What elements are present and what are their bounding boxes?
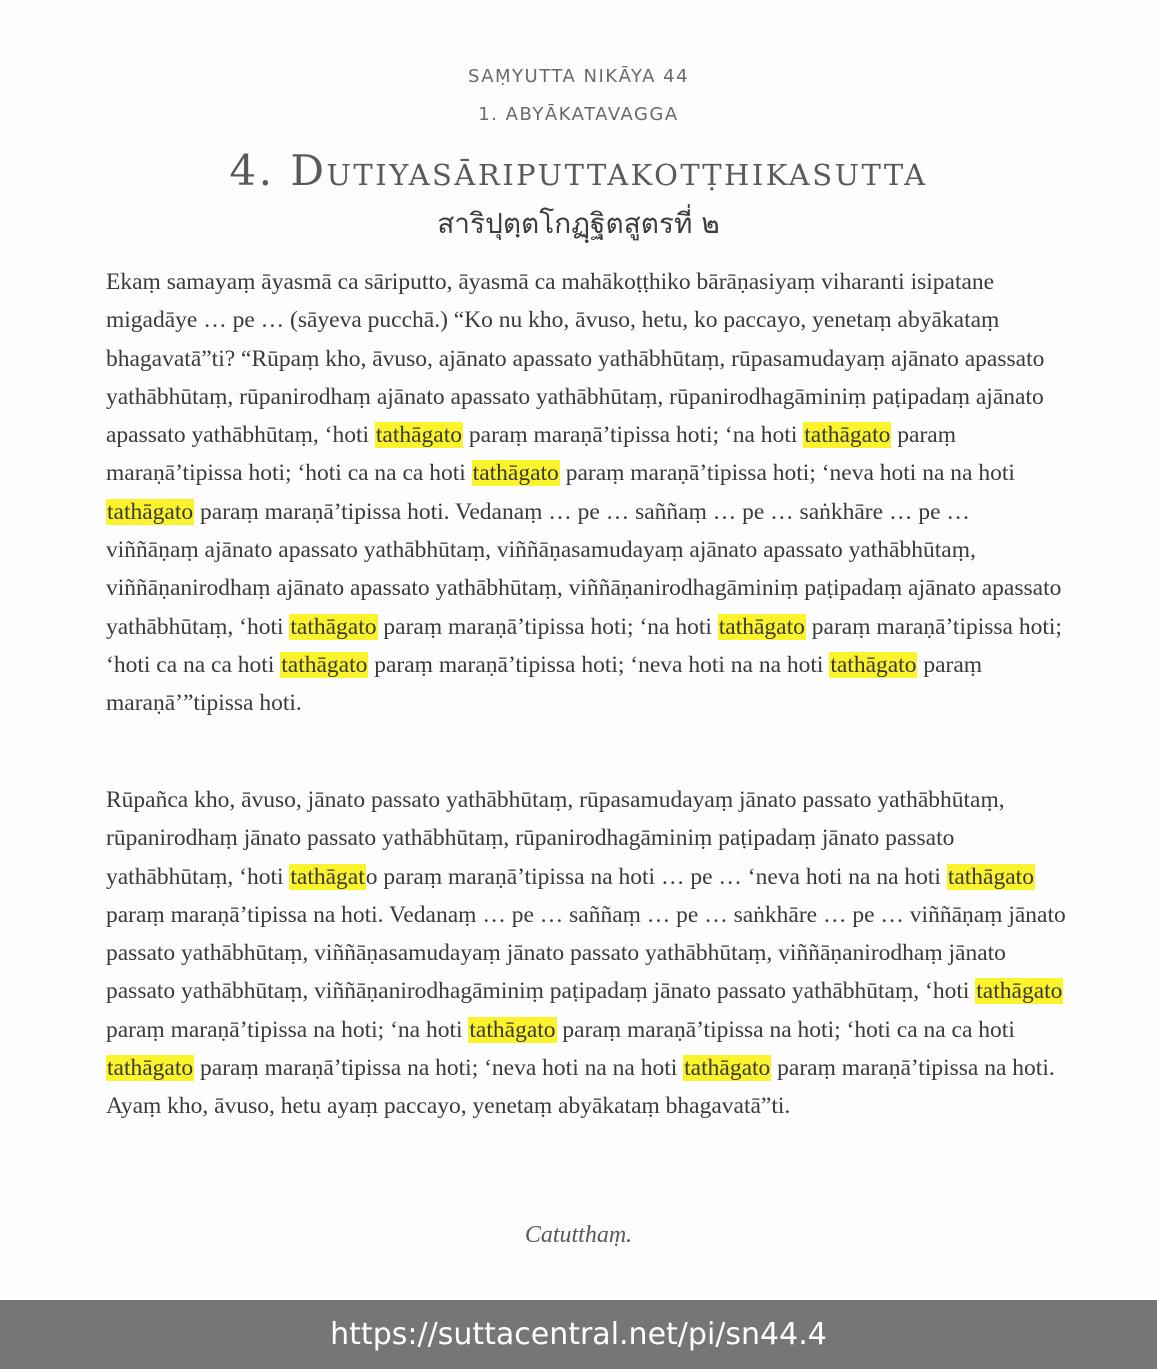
highlighted-term: tathāgato [107, 498, 194, 525]
text-segment: paraṃ maraṇā’tipissa hoti; ‘hoti ca na ca hoti [106, 613, 1062, 678]
highlighted-term: tathāgato [684, 1055, 771, 1082]
text-segment: paraṃ maraṇā’tipissa na hoti. Ayaṃ kho, āvuso, hetu ayaṃ paccayo, yenetaṃ abyākataṃ bhagavatā”ti. [106, 1055, 1055, 1120]
text-segment: paraṃ maraṇā’tipissa hoti; ‘neva hoti na na hoti [559, 460, 1015, 487]
highlighted-term: tathāgato [375, 422, 463, 449]
highlighted-term: tathāgato [804, 422, 891, 449]
text-segment: Ekaṃ samayaṃ āyasmā ca sāriputto, āyasmā ca mahākoṭṭhiko bārāṇasiyaṃ viharanti isipatane migadāye … pe … (sāyeva pucchā.) “Ko nu kho, āvuso, hetu, ko paccayo, yenetaṃ abyākataṃ bhagavatā”ti? “Rūpaṃ kho, āvuso, ajānato apassato yathābhūtaṃ, rūpasamudayaṃ ajānato apassato yathābhūtaṃ, rūpanirodhaṃ ajānato apassato yathābhūtaṃ, rūpanirodhagāminiṃ paṭipadaṃ ajānato apassato yathābhūtaṃ, ‘hoti [106, 269, 1045, 449]
text-segment: paraṃ maraṇā’tipissa na hoti; ‘hoti ca na ca hoti [556, 1016, 1015, 1043]
highlighted-term: tathāgato [718, 613, 805, 640]
vagga-heading: 1. ABYĀKATAVAGGA [478, 104, 679, 125]
text-segment: paraṃ maraṇā’tipissa hoti; ‘na hoti [377, 613, 718, 640]
highlighted-term: tathāgato [107, 1055, 194, 1082]
text-segment: o paraṃ maraṇā’tipissa na hoti … pe … ‘neva hoti na na hoti [365, 863, 947, 890]
highlighted-term: tathāgato [290, 613, 377, 640]
source-url[interactable]: https://suttacentral.net/pi/sn44.4 [0, 1300, 1157, 1369]
text-segment: paraṃ maraṇā’tipissa na hoti; ‘neva hoti na na hoti [194, 1055, 684, 1082]
text-segment: paraṃ maraṇā’tipissa na hoti. Vedanaṃ … pe … saññaṃ … pe … saṅkhāre … pe … viññāṇaṃ jānato passato yathābhūtaṃ, viññāṇasamudayaṃ jānato passato yathābhūtaṃ, viññāṇanirodhaṃ jānato passato yathābhūtaṃ, viññāṇanirodhagāminiṃ paṭipadaṃ jānato passato yathābhūtaṃ, ‘hoti [106, 901, 1066, 1005]
highlighted-term: tathāgato [976, 978, 1063, 1005]
sutta-subtitle-thai: สาริปุตฺตโกฏฺฐิตสูตรที่ ๒ [437, 207, 720, 240]
highlighted-term: tathāgato [281, 651, 368, 678]
text-segment: paraṃ maraṇā’”tipissa hoti. [106, 651, 983, 717]
highlighted-term: tathāgato [469, 1016, 556, 1043]
text-segment: Rūpañca kho, āvuso, jānato passato yathābhūtaṃ, rūpasamudayaṃ jānato passato yathābhūtaṃ, rūpanirodhaṃ jānato passato yathābhūtaṃ, rūpanirodhagāminiṃ paṭipadaṃ jānato passato yathābhūtaṃ, ‘hoti [106, 787, 1005, 890]
collection-heading: SAṂYUTTA NIKĀYA 44 [467, 66, 690, 87]
text-segment: paraṃ maraṇā’tipissa hoti; ‘neva hoti na na hoti [368, 651, 830, 678]
text-segment: paraṃ maraṇā’tipissa hoti; ‘na hoti [463, 422, 804, 449]
highlighted-term: tathāgato [830, 651, 917, 678]
text-segment: paraṃ maraṇā’tipissa hoti. Vedanaṃ … pe … saññaṃ … pe … saṅkhāre … pe … viññāṇaṃ ajānato apassato yathābhūtaṃ, viññāṇasamudayaṃ ajānato apassato yathābhūtaṃ, viññāṇanirodhaṃ ajānato apassato yathābhūtaṃ, viññāṇanirodhagāminiṃ paṭipadaṃ ajānato apassato yathābhūtaṃ, ‘hoti [106, 498, 1062, 640]
highlighted-term: tathāgato [947, 863, 1034, 890]
text-segment: paraṃ maraṇā’tipissa hoti; ‘hoti ca na ca hoti [106, 422, 956, 487]
closing-line: Catutthaṃ. [524, 1222, 633, 1248]
sutta-title: 4. Dutiyasāriputtakotṭhikasutta [229, 146, 928, 195]
text-segment: paraṃ maraṇā’tipissa na hoti; ‘na hoti [106, 1016, 469, 1043]
highlighted-term: tathāgato [472, 460, 559, 487]
highlighted-term: tathāgat [290, 863, 365, 890]
paragraph-2 [106, 781, 1066, 1126]
paragraph-1 [106, 263, 1066, 723]
